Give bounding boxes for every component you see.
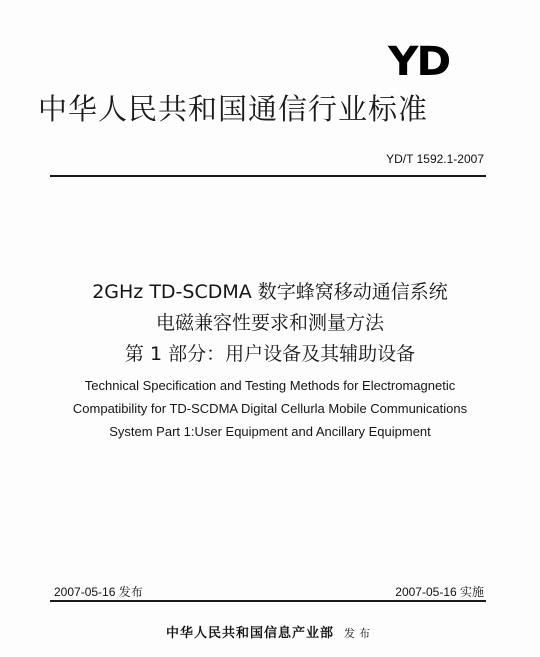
english-title-line-1: Technical Specification and Testing Methods for Electromagnetic [84,378,456,393]
implementation-date: 2007-05-16 实施 [395,585,484,599]
publisher-line [0,622,540,641]
issue-date: 2007-05-16 发布 [54,585,143,599]
standard-number: YD/T 1592.1-2007 [386,152,484,166]
yd-logo: YD [388,39,450,85]
chinese-title-line-3: 第 1 部分：用户设备及其辅助设备 [124,343,416,365]
chinese-title-line-2: 电磁兼容性要求和测量方法 [155,312,384,334]
publisher-action: 发布 [344,627,374,640]
top-divider [50,175,486,177]
publisher-organization: 中华人民共和国信息产业部 [165,626,334,641]
bottom-divider [50,600,486,602]
standard-category-title: 中华人民共和国通信行业标准 [38,92,429,126]
english-title-line-2: Compatibility for TD-SCDMA Digital Cellurla Mobile Communications [72,401,468,416]
english-title-line-3: System Part 1:User Equipment and Ancillary Equipment [109,424,431,439]
chinese-title-line-1: 2GHz TD-SCDMA 数字蜂窝移动通信系统 [92,281,448,303]
